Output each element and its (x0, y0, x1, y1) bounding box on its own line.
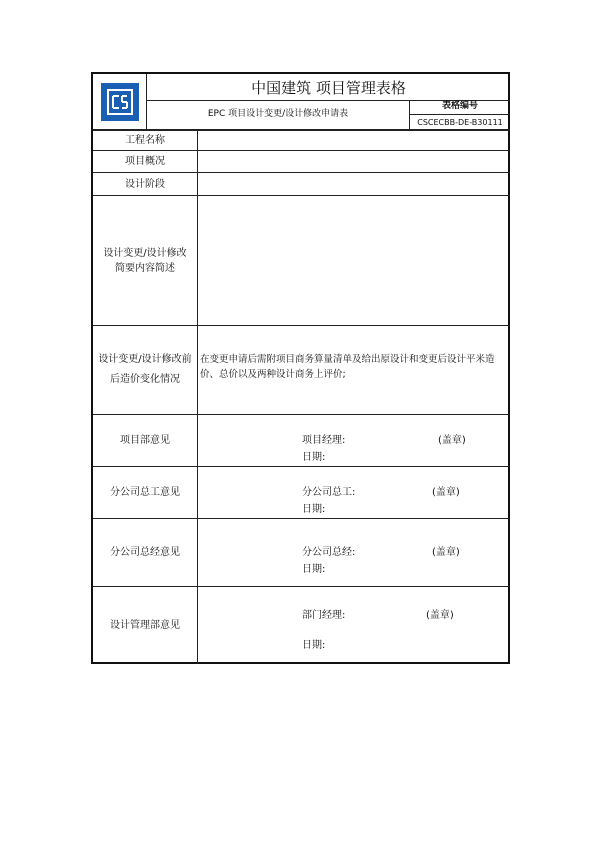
project-overview-field[interactable] (198, 151, 510, 172)
design-management-opinion-label: 设计管理部意见 (110, 620, 180, 631)
branch-chief-engineer-signer: 分公司总工: (302, 487, 356, 498)
form-code-value: CSCECBB-DE-B30111 (417, 117, 503, 127)
branch-chief-engineer-opinion-label: 分公司总工意见 (110, 487, 180, 498)
cost-change-label-line2: 后造价变化情况 (110, 374, 180, 385)
cost-change-label-line1: 设计变更/设计修改前 (98, 354, 192, 365)
branch-general-manager-date: 日期: (302, 564, 326, 575)
project-dept-date: 日期: (302, 452, 326, 463)
design-management-seal: (盖章) (426, 610, 454, 621)
change-description-label-line1: 设计变更/设计修改 (103, 247, 187, 259)
form-code-label: 表格编号 (441, 101, 478, 111)
form-title: 中国建筑 项目管理表格 (251, 78, 406, 97)
design-management-date: 日期: (302, 640, 326, 651)
project-name-label: 工程名称 (125, 135, 165, 146)
form-name: EPC 项目设计变更/设计修改申请表 (207, 109, 349, 119)
branch-general-manager-signer: 分公司总经: (302, 547, 356, 558)
branch-chief-engineer-date: 日期: (302, 504, 326, 515)
project-overview-label: 项目概况 (125, 156, 165, 167)
branch-general-manager-seal: (盖章) (432, 547, 460, 558)
department-manager-signer: 部门经理: (302, 610, 346, 621)
cscec-logo-icon (101, 83, 139, 121)
design-stage-label: 设计阶段 (125, 178, 165, 190)
cost-change-label (93, 326, 197, 414)
form-sheet (91, 72, 510, 664)
project-name-field[interactable] (198, 131, 510, 150)
project-dept-opinion-label: 项目部意见 (120, 435, 170, 446)
change-description-label (93, 196, 197, 325)
change-description-label-line2: 简要内容简述 (115, 262, 175, 274)
branch-general-manager-opinion-label: 分公司总经意见 (110, 547, 180, 558)
branch-chief-engineer-seal: (盖章) (432, 487, 460, 498)
change-description-field[interactable] (198, 196, 510, 325)
cost-change-field[interactable]: 在变更申请后需附项目商务算量清单及给出原设计和变更后设计平米造价、总价以及两种设计商务上评价; (200, 354, 495, 380)
design-stage-field[interactable] (198, 173, 510, 195)
project-manager-signer: 项目经理: (302, 435, 346, 446)
project-dept-seal: (盖章) (438, 435, 466, 446)
